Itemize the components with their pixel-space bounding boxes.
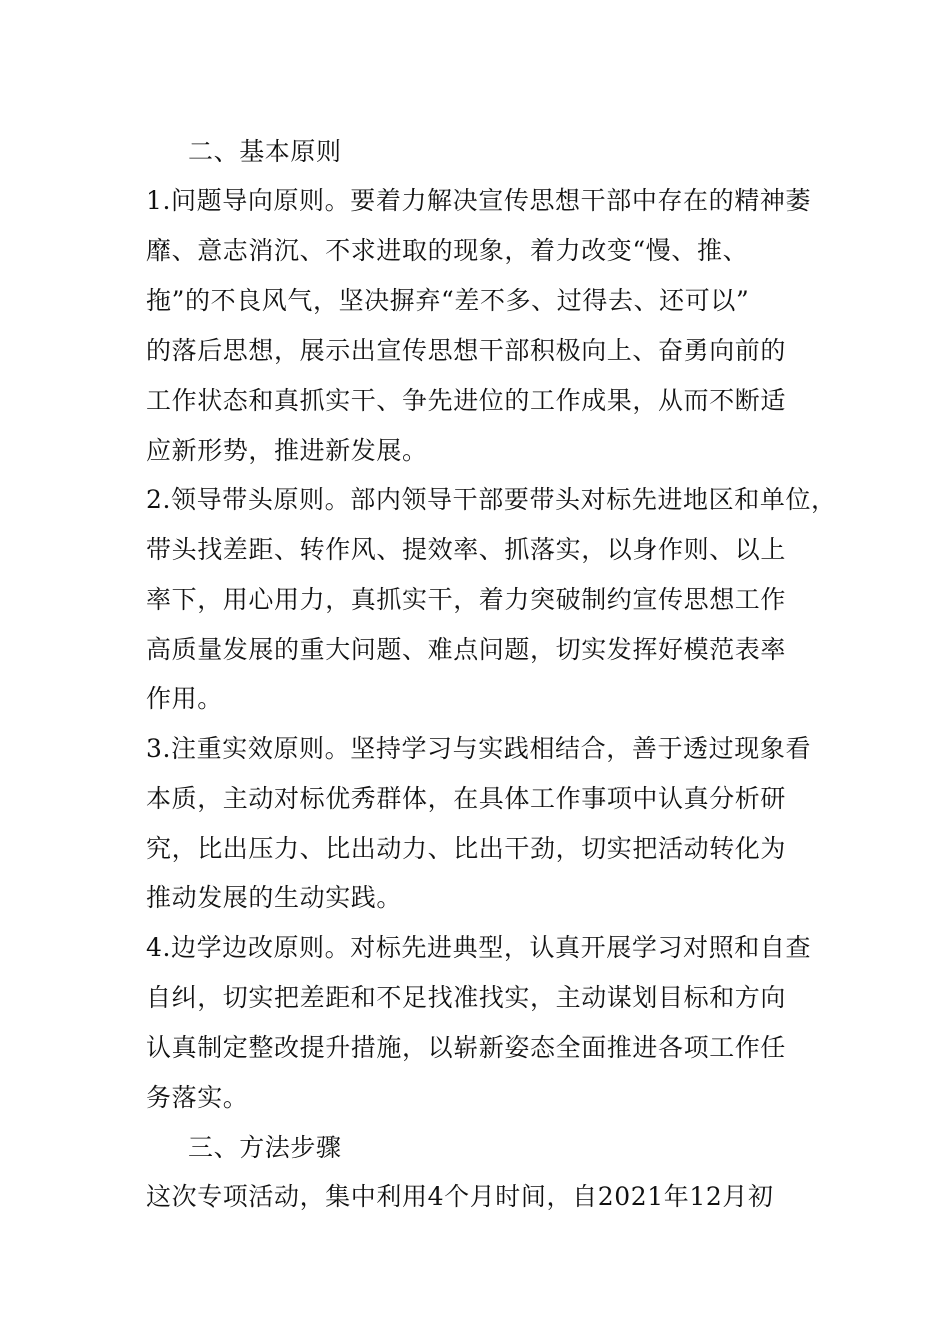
text-line: 1.问题导向原则。要着力解决宣传思想干部中存在的精神萎 — [146, 186, 812, 215]
text-line: 3.注重实效原则。坚持学习与实践相结合，善于透过现象看 — [146, 734, 812, 763]
text-line: 自纠，切实把差距和不足找准找实，主动谋划目标和方向 — [146, 983, 787, 1012]
text-line: 带头找差距、转作风、提效率、抓落实，以身作则、以上 — [146, 535, 787, 564]
text-line: 4.边学边改原则。对标先进典型，认真开展学习对照和自查 — [146, 933, 812, 962]
text-line: 应新形势，推进新发展。 — [146, 436, 428, 465]
text-line: 工作状态和真抓实干、争先进位的工作成果，从而不断适 — [146, 386, 787, 415]
text-line: 的落后思想，展示出宣传思想干部积极向上、奋勇向前的 — [146, 336, 787, 365]
text-line: 认真制定整改提升措施，以崭新姿态全面推进各项工作任 — [146, 1033, 787, 1062]
text-line: 本质，主动对标优秀群体，在具体工作事项中认真分析研 — [146, 784, 787, 813]
text-line: 高质量发展的重大问题、难点问题，切实发挥好模范表率 — [146, 635, 787, 664]
text-line: 务落实。 — [146, 1083, 249, 1112]
text-line: 究，比出压力、比出动力、比出干劲，切实把活动转化为 — [146, 834, 787, 863]
text-line: 拖”的不良风气，坚决摒弃“差不多、过得去、还可以” — [146, 286, 750, 315]
section-heading-method-steps: 三、方法步骤 — [188, 1133, 342, 1162]
text-line: 靡、意志消沉、不求进取的现象，着力改变“慢、推、 — [146, 236, 749, 265]
text-line: 这次专项活动，集中利用4个月时间，自2021年12月初 — [146, 1182, 774, 1211]
text-line: 推动发展的生动实践。 — [146, 883, 403, 912]
section-heading-basic-principles: 二、基本原则 — [188, 137, 342, 166]
text-line: 2.领导带头原则。部内领导干部要带头对标先进地区和单位， — [146, 485, 837, 514]
text-line: 作用。 — [146, 684, 223, 713]
text-line: 率下，用心用力，真抓实干，着力突破制约宣传思想工作 — [146, 585, 787, 614]
